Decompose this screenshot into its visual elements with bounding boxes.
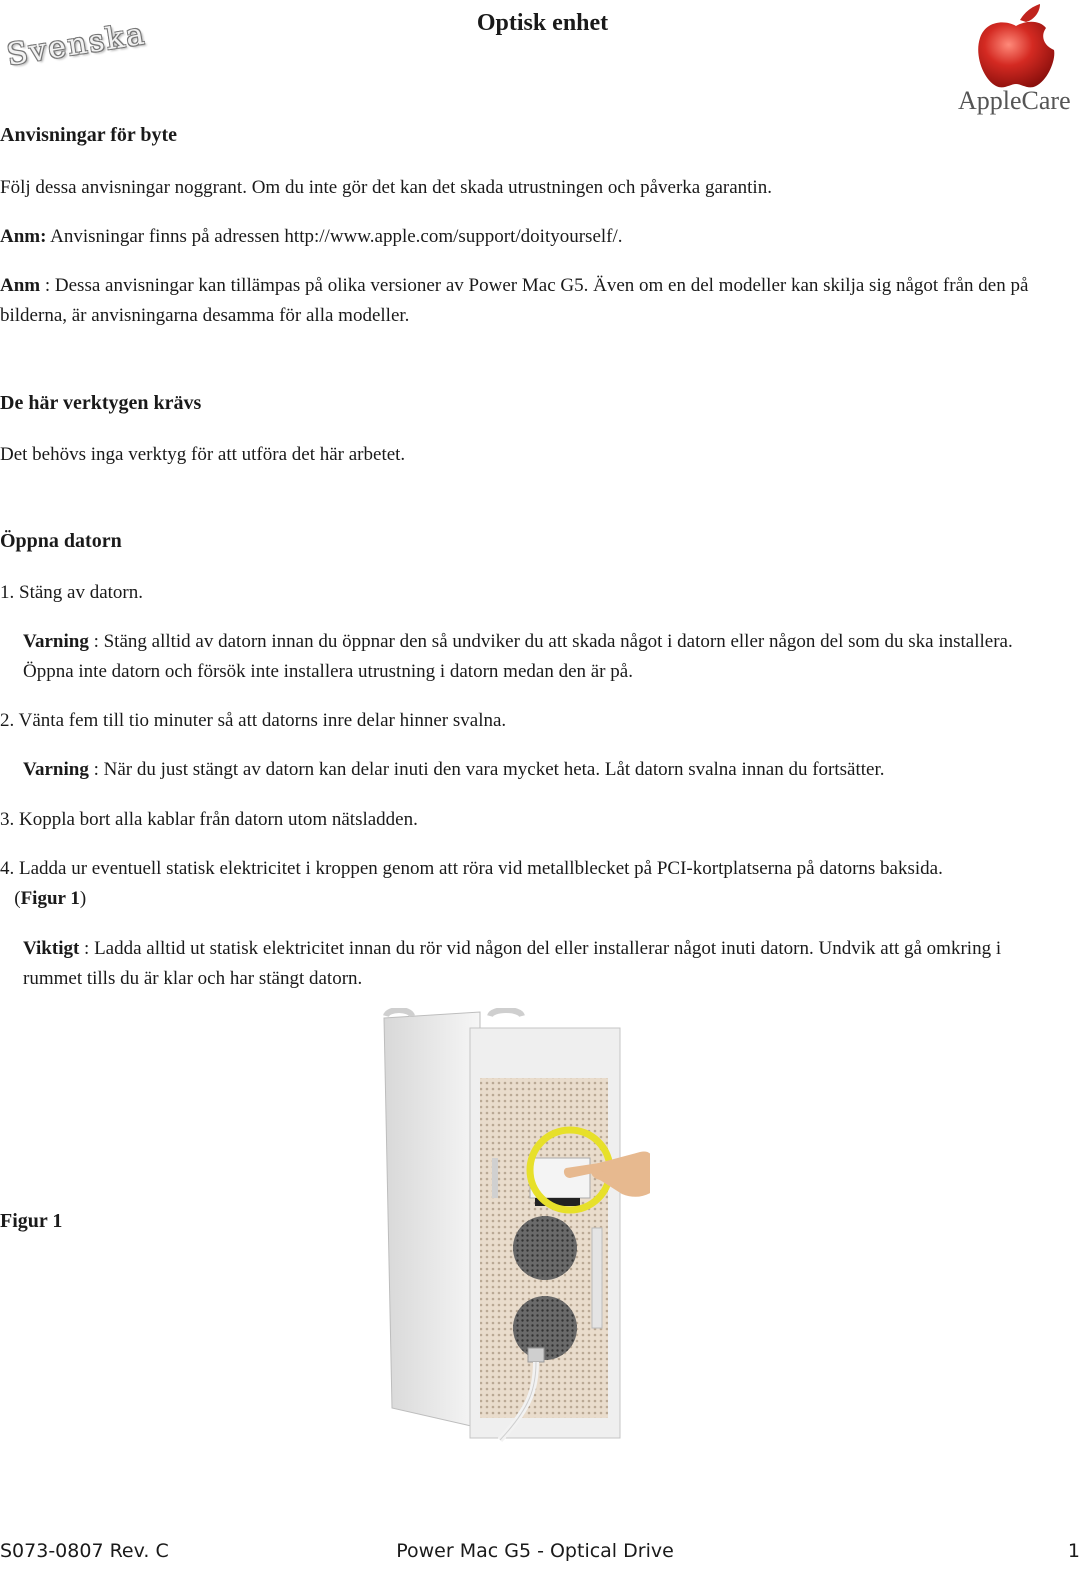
step-1: 1. Stäng av datorn. — [0, 582, 144, 603]
document-id: S073-0807 Rev. C — [0, 1540, 169, 1562]
step-4: 4. Ladda ur eventuell statisk elektricitet i kroppen genom att röra vid metallblecket på PCI-kortplatserna på datorns baksida. (Figur 1) — [0, 858, 943, 909]
note-label: Anm — [0, 275, 41, 296]
note-text: Anvisningar finns på adressen http://www.apple.com/support/doityourself/. — [46, 226, 623, 247]
note-url — [0, 222, 1070, 252]
document-title: Power Mac G5 - Optical Drive — [396, 1540, 674, 1562]
warning-text: : Stäng alltid av datorn innan du öppnar den så undviker du att skada något i datorn eller någon del som du ska installera. Öppna inte datorn och försök inte installera utrustning i datorn medan den är på. — [23, 631, 1013, 682]
note-models — [0, 271, 1070, 331]
heading-open-computer: Öppna datorn — [0, 530, 122, 552]
page-title: Optisk enhet — [476, 10, 609, 36]
warning-text: : När du just stängt av datorn kan delar inuti den vara mycket heta. Låt datorn svalna innan du fortsätter. — [88, 759, 885, 780]
page-number: 1 — [1067, 1540, 1080, 1562]
warning-2 — [23, 755, 1063, 785]
step-4-text: 4. Ladda ur eventuell statisk elektricitet i kroppen genom att röra vid metallblecket på PCI-kortplatserna på datorns baksida. — [0, 858, 943, 879]
warning-label: Varning — [23, 631, 89, 652]
tools-text: Det behövs inga verktyg för att utföra det här arbetet. — [0, 444, 406, 465]
applecare-text: AppleCare — [958, 86, 1071, 115]
warning-1 — [23, 627, 1063, 687]
step-3: 3. Koppla bort alla kablar från datorn utom nätsladden. — [0, 809, 418, 830]
heading-replacement-instructions: Anvisningar för byte — [0, 124, 178, 146]
language-label: Svenska — [4, 16, 149, 73]
figure-reference: Figur 1 — [20, 888, 80, 909]
note-label: Anm: — [0, 226, 47, 247]
note-text: : Dessa anvisningar kan tillämpas på olika versioner av Power Mac G5. Även om en del modeller kan skilja sig något från den på bilderna, är anvisningarna desamma för alla modeller. — [0, 275, 1029, 326]
power-mac-g5-illustration — [370, 1008, 650, 1448]
important-label: Viktigt — [23, 938, 80, 959]
important-text: : Ladda alltid ut statisk elektricitet innan du rör vid någon del eller installerar något inuti datorn. Undvik att gå omkring i rummet tills du är klar och har stängt datorn. — [23, 938, 1002, 989]
important-note — [23, 934, 1063, 994]
heading-tools-required: De här verktygen krävs — [0, 392, 202, 414]
warning-label: Varning — [23, 759, 89, 780]
figure-label: Figur 1 — [0, 1210, 63, 1232]
step-2: 2. Vänta fem till tio minuter så att datorns inre delar hinner svalna. — [0, 710, 507, 731]
intro-text: Följ dessa anvisningar noggrant. Om du inte gör det kan det skada utrustningen och påverka garantin. — [0, 177, 772, 198]
